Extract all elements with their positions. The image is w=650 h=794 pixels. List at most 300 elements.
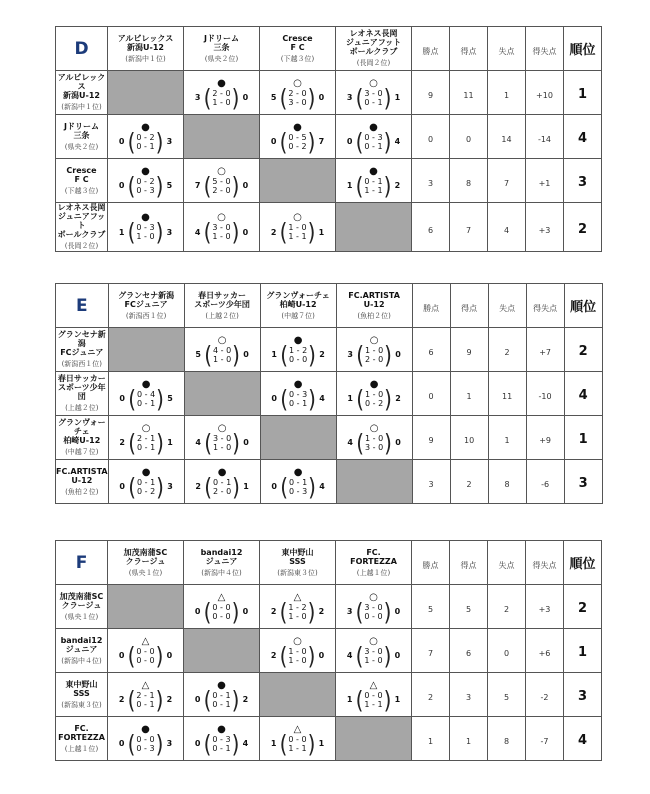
half-score-1: 0 - 1 [289,477,308,487]
bracket-right: ) [307,217,316,247]
stat-value: +3 [538,225,551,235]
half-score-2: 1 - 0 [213,442,232,452]
result-mark: △ [293,723,302,735]
row-team-name: 加茂南蒲SC クラージュ [59,591,104,610]
header-team-name: 春日サッカー スポーツ少年団 [194,290,250,309]
self-match-cell [336,203,412,252]
stat-header [412,27,450,71]
row-team-region: (長岡２位) [64,242,99,250]
half-score-1: 0 - 3 [364,132,383,142]
bracket-right: ) [155,171,164,200]
half-score-2: 0 - 1 [364,141,383,151]
score-self: 4 [195,438,201,447]
header-team-name: グランセナ新潟 FCジュニア [118,290,175,309]
row-team-region: (上越１位) [64,744,99,753]
stat-header-label: 勝点 [423,304,440,313]
header-team-region: (中越７位) [281,311,315,320]
score-self: 3 [347,350,353,359]
half-score-2: 0 - 0 [289,354,308,364]
stat-value: 6 [427,225,434,235]
stat-cell [412,203,450,252]
row-team [56,203,108,252]
row-team-name: FC. FORTEZZA [58,723,105,742]
stat-value: +10 [536,91,553,100]
header-team-name: Jドリーム 三条 [204,33,239,52]
half-score-1: 3 - 0 [364,88,383,98]
stat-header-label: 順位 [570,300,597,315]
row-team-region: (新潟西１位) [61,360,103,368]
stat-cell [526,372,564,416]
result-mark: ● [141,378,151,390]
half-score-2: 0 - 1 [137,442,156,452]
half-score-2: 0 - 0 [136,655,155,665]
half-score-2: 2 - 0 [365,354,384,364]
bracket-right: ) [155,127,164,156]
half-score-1: 0 - 1 [212,690,231,700]
header-team-region: (新潟中１位) [125,54,166,63]
half-score-2: 1 - 0 [288,655,307,665]
half-score-2: 0 - 3 [136,185,155,195]
half-score-2: 0 - 1 [137,398,156,408]
bracket-right: ) [308,340,316,369]
score-opp: 0 [242,607,249,616]
self-match-cell [260,673,336,717]
stat-cell [450,71,488,115]
score-opp: 3 [166,137,173,146]
half-score-1: 5 - 0 [212,176,231,186]
result-mark: △ [141,635,150,647]
stat-header-label: 順位 [569,43,596,58]
bracket-right: ) [155,685,164,714]
score-opp: 4 [319,482,325,491]
half-score-2: 1 - 0 [136,232,155,241]
half-score-1: 2 - 1 [137,433,156,443]
stat-cell [488,629,526,673]
stat-value: 9 [427,91,434,100]
row-team [56,629,108,673]
result-mark: ● [293,466,303,478]
half-score-1: 2 - 0 [212,88,231,98]
score-opp: 4 [319,394,325,403]
header-team-region: (下越３位) [280,54,315,63]
stat-header-label: 得点 [461,304,478,313]
stat-header-label: 順位 [569,557,596,572]
header-team-name: 東中野山 SSS [281,547,314,566]
half-score-2: 1 - 0 [212,97,231,107]
rank-value: 2 [578,344,588,359]
half-score-1: 0 - 0 [136,646,155,656]
match-cell [336,629,412,673]
half-score-1: 0 - 3 [289,389,308,399]
score-opp: 0 [243,438,249,447]
header-team [260,541,336,585]
result-mark: △ [369,679,378,691]
stat-cell [450,673,488,717]
header-team-region: (県央２位) [204,54,239,63]
score-opp: 7 [318,137,325,146]
row-team [56,673,108,717]
header-team-region: (上越２位) [205,311,239,320]
result-mark: ● [293,334,303,346]
result-mark: ● [369,165,378,177]
match-cell [260,717,336,761]
row-team-region: (新潟中４位) [61,656,102,665]
stat-cell [450,159,488,203]
stat-cell [412,115,450,159]
stat-value: 0 [465,135,472,144]
score-self: 3 [346,93,353,102]
stat-cell [488,115,526,159]
bracket-right: ) [231,217,240,247]
group-table-e [55,283,603,504]
score-self: 4 [346,651,353,660]
rank-cell [564,416,602,460]
rank-value: 1 [578,432,588,447]
team-row [56,629,602,673]
bracket-right: ) [232,428,240,457]
header-team [260,27,336,71]
half-score-2: 1 - 1 [288,743,307,753]
self-match-cell [260,416,336,460]
stat-cell [526,416,564,460]
result-mark: △ [293,591,302,603]
team-row [56,115,602,159]
match-cell [108,203,184,252]
stat-value: 7 [427,649,434,658]
header-team-region: (県央１位) [128,568,163,577]
rank-cell [564,372,602,416]
score-opp: 1 [318,227,325,237]
bracket-right: ) [307,597,316,626]
half-score-2: 1 - 1 [364,185,383,195]
result-mark: ● [141,466,151,478]
match-cell [336,115,412,159]
group-table-d [55,26,602,252]
half-score-2: 0 - 1 [136,699,155,709]
header-team [184,541,260,585]
stat-header [488,27,526,71]
header-team [108,284,184,328]
result-mark: △ [217,591,226,603]
row-team-name: 東中野山 SSS [65,679,98,698]
group-letter: E [75,295,88,316]
row-team-name: Jドリーム 三条 [64,121,99,140]
header-team-region: (新潟中４位) [201,568,242,577]
bracket-right: ) [308,384,316,413]
half-score-1: 1 - 2 [289,345,308,355]
row-team-name: 春日サッカー スポーツ少年団 [57,374,106,401]
result-mark: ○ [369,77,378,89]
score-opp: 2 [319,350,325,359]
bracket-right: ) [384,384,392,413]
score-self: 3 [194,93,201,102]
row-team [56,159,108,203]
score-self: 0 [194,607,201,616]
bracket-right: ) [155,641,164,670]
score-self: 2 [270,607,277,616]
row-team-name: アルビレックス 新潟U-12 [57,73,106,100]
self-match-cell [108,328,184,372]
rank-cell [564,203,602,252]
bracket-right: ) [383,83,392,112]
stat-value: +1 [538,179,551,188]
stat-value: 11 [502,392,513,401]
score-opp: 0 [242,93,249,102]
half-score-2: 0 - 3 [136,743,155,753]
stat-header-label: 得失点 [533,304,558,313]
row-team [56,328,109,372]
stat-value: 4 [503,225,510,235]
result-mark: ● [217,723,226,735]
header-team [184,284,260,328]
stat-value: 0 [503,649,510,658]
stat-value: 9 [428,436,434,445]
match-cell [260,115,336,159]
bracket-left: ( [128,472,137,501]
rank-cell [564,717,602,761]
stat-value: 3 [428,480,434,489]
stat-header [526,27,564,71]
result-mark: ● [141,723,150,735]
bracket-left: ( [204,340,213,369]
stat-value: 1 [503,91,510,100]
stat-value: 3 [465,693,472,702]
result-mark: △ [141,679,150,691]
half-score-1: 2 - 0 [288,88,307,98]
stat-cell [412,673,450,717]
stat-cell [526,585,564,629]
match-cell [260,203,336,252]
half-score-1: 0 - 4 [137,389,156,399]
half-score-1: 0 - 0 [288,734,307,744]
result-mark: ○ [217,334,227,346]
half-score-2: 1 - 1 [288,232,307,241]
row-team-region: (新潟東３位) [61,700,102,709]
header-team [336,27,412,71]
match-cell [336,585,412,629]
result-mark: ● [217,466,227,478]
header-team [184,27,260,71]
stat-cell [526,673,564,717]
rank-cell [564,585,602,629]
bracket-left: ( [355,127,364,156]
result-mark: ○ [293,77,302,89]
stat-header [450,27,488,71]
row-team [56,71,108,115]
row-team [56,460,109,504]
bracket-right: ) [155,729,164,758]
stat-value: 5 [465,605,472,614]
row-team [56,717,108,761]
score-self: 0 [270,137,277,146]
bracket-right: ) [231,685,240,714]
half-score-1: 3 - 0 [212,223,231,232]
stat-cell [526,159,564,203]
self-match-cell [184,115,260,159]
stat-value: -7 [540,737,549,746]
score-self: 0 [271,394,277,403]
stat-header-label: 得点 [460,47,477,56]
match-cell [184,585,260,629]
header-team-name: グランヴォーチェ 柏崎U-12 [266,290,330,309]
stat-cell [450,372,488,416]
match-cell [108,416,184,460]
result-mark: ● [293,121,302,133]
stat-value: 3 [427,179,434,188]
bracket-right: ) [307,641,316,670]
stat-value: 10 [464,436,475,445]
half-score-2: 0 - 2 [288,141,307,151]
bracket-left: ( [279,597,288,626]
score-self: 2 [195,482,201,491]
stat-value: 6 [428,348,434,357]
bracket-left: ( [127,685,136,714]
half-score-1: 2 - 1 [136,690,155,700]
score-opp: 1 [243,482,249,491]
bracket-left: ( [127,217,136,247]
group-letter: D [74,38,89,59]
rank-value: 1 [577,87,588,102]
score-opp: 0 [242,227,249,237]
stat-value: -2 [540,693,549,702]
stat-cell [526,328,564,372]
match-cell [336,328,412,372]
result-mark: ○ [369,635,378,647]
half-score-1: 1 - 0 [288,646,307,656]
score-self: 1 [346,181,353,190]
header-team-region: (新潟東３位) [277,568,318,577]
header-team-name: Cresce F C [282,33,313,52]
bracket-right: ) [156,472,164,501]
half-score-1: 3 - 0 [213,433,232,443]
team-row [56,717,602,761]
rank-cell [564,159,602,203]
stat-value: -10 [538,392,552,401]
score-self: 1 [271,350,277,359]
bracket-right: ) [307,729,316,758]
score-opp: 3 [166,739,173,748]
bracket-right: ) [232,472,240,501]
stat-header [564,284,602,328]
score-self: 7 [194,181,201,190]
row-team-name: bandai12 ジュニア [60,635,103,654]
bracket-right: ) [383,685,392,714]
result-mark: ○ [293,635,302,647]
score-self: 1 [118,227,125,237]
half-score-1: 0 - 3 [212,734,231,744]
header-team-name: アルビレックス 新潟U-12 [117,33,174,52]
score-opp: 0 [394,607,401,616]
match-cell [260,372,336,416]
stat-header [412,541,450,585]
header-team [336,541,412,585]
team-row [56,416,603,460]
row-team-region: (中越７位) [65,448,99,456]
half-score-1: 1 - 2 [288,602,307,612]
half-score-1: 3 - 0 [364,602,383,612]
stat-value: +7 [539,348,551,357]
score-opp: 4 [394,137,401,146]
result-mark: ○ [369,422,379,434]
header-team [336,284,412,328]
stat-cell [450,717,488,761]
match-cell [108,717,184,761]
group-table-f [55,540,602,761]
bracket-left: ( [203,171,212,200]
rank-value: 4 [577,733,588,748]
match-cell [184,159,260,203]
match-cell [260,71,336,115]
stat-cell [488,673,526,717]
half-score-1: 0 - 2 [136,132,155,142]
score-self: 0 [119,482,125,491]
stat-value: 0 [428,392,434,401]
half-score-2: 1 - 0 [213,354,232,364]
match-cell [184,717,260,761]
bracket-left: ( [204,472,213,501]
score-self: 5 [195,350,201,359]
stat-cell [488,460,526,504]
result-mark: ● [369,121,378,133]
header-team-name: 加茂南蒲SC クラージュ [123,547,168,566]
stat-value: 1 [465,737,472,746]
bracket-left: ( [203,685,212,714]
half-score-1: 0 - 1 [364,176,383,186]
row-team-name: レオネス長岡 ジュニアフット ボールクラブ [57,203,106,239]
team-row [56,328,603,372]
group-letter-cell [56,27,108,71]
bracket-right: ) [383,641,392,670]
result-mark: ○ [217,165,226,177]
stat-value: 2 [427,693,434,702]
bracket-left: ( [128,384,137,413]
score-opp: 5 [166,181,173,190]
stat-header-label: 失点 [498,47,515,56]
half-score-1: 0 - 5 [288,132,307,142]
row-team [56,585,108,629]
stat-cell [450,203,488,252]
score-opp: 2 [242,695,249,704]
bracket-right: ) [231,597,240,626]
stat-cell [412,460,450,504]
score-self: 0 [118,181,125,190]
stat-cell [412,585,450,629]
row-team-region: (県央２位) [64,142,99,151]
stat-header [488,541,526,585]
stat-header-label: 得失点 [532,561,557,570]
header-team-region: (新潟西１位) [125,311,167,320]
score-opp: 0 [395,350,401,359]
team-row [56,673,602,717]
stat-value: 8 [504,480,510,489]
half-score-2: 2 - 0 [212,185,231,195]
stat-cell [412,629,450,673]
stat-cell [526,71,564,115]
self-match-cell [336,717,412,761]
result-mark: ○ [369,591,378,603]
row-team [56,372,109,416]
half-score-2: 0 - 2 [137,486,156,496]
stat-value: +9 [539,436,551,445]
row-team-region: (下越３位) [64,186,99,195]
score-opp: 2 [166,695,173,704]
score-opp: 0 [243,350,249,359]
group-letter-cell [56,284,109,328]
stat-value: +6 [538,649,551,658]
result-mark: ● [217,679,226,691]
bracket-right: ) [307,83,316,112]
bracket-left: ( [203,217,212,247]
